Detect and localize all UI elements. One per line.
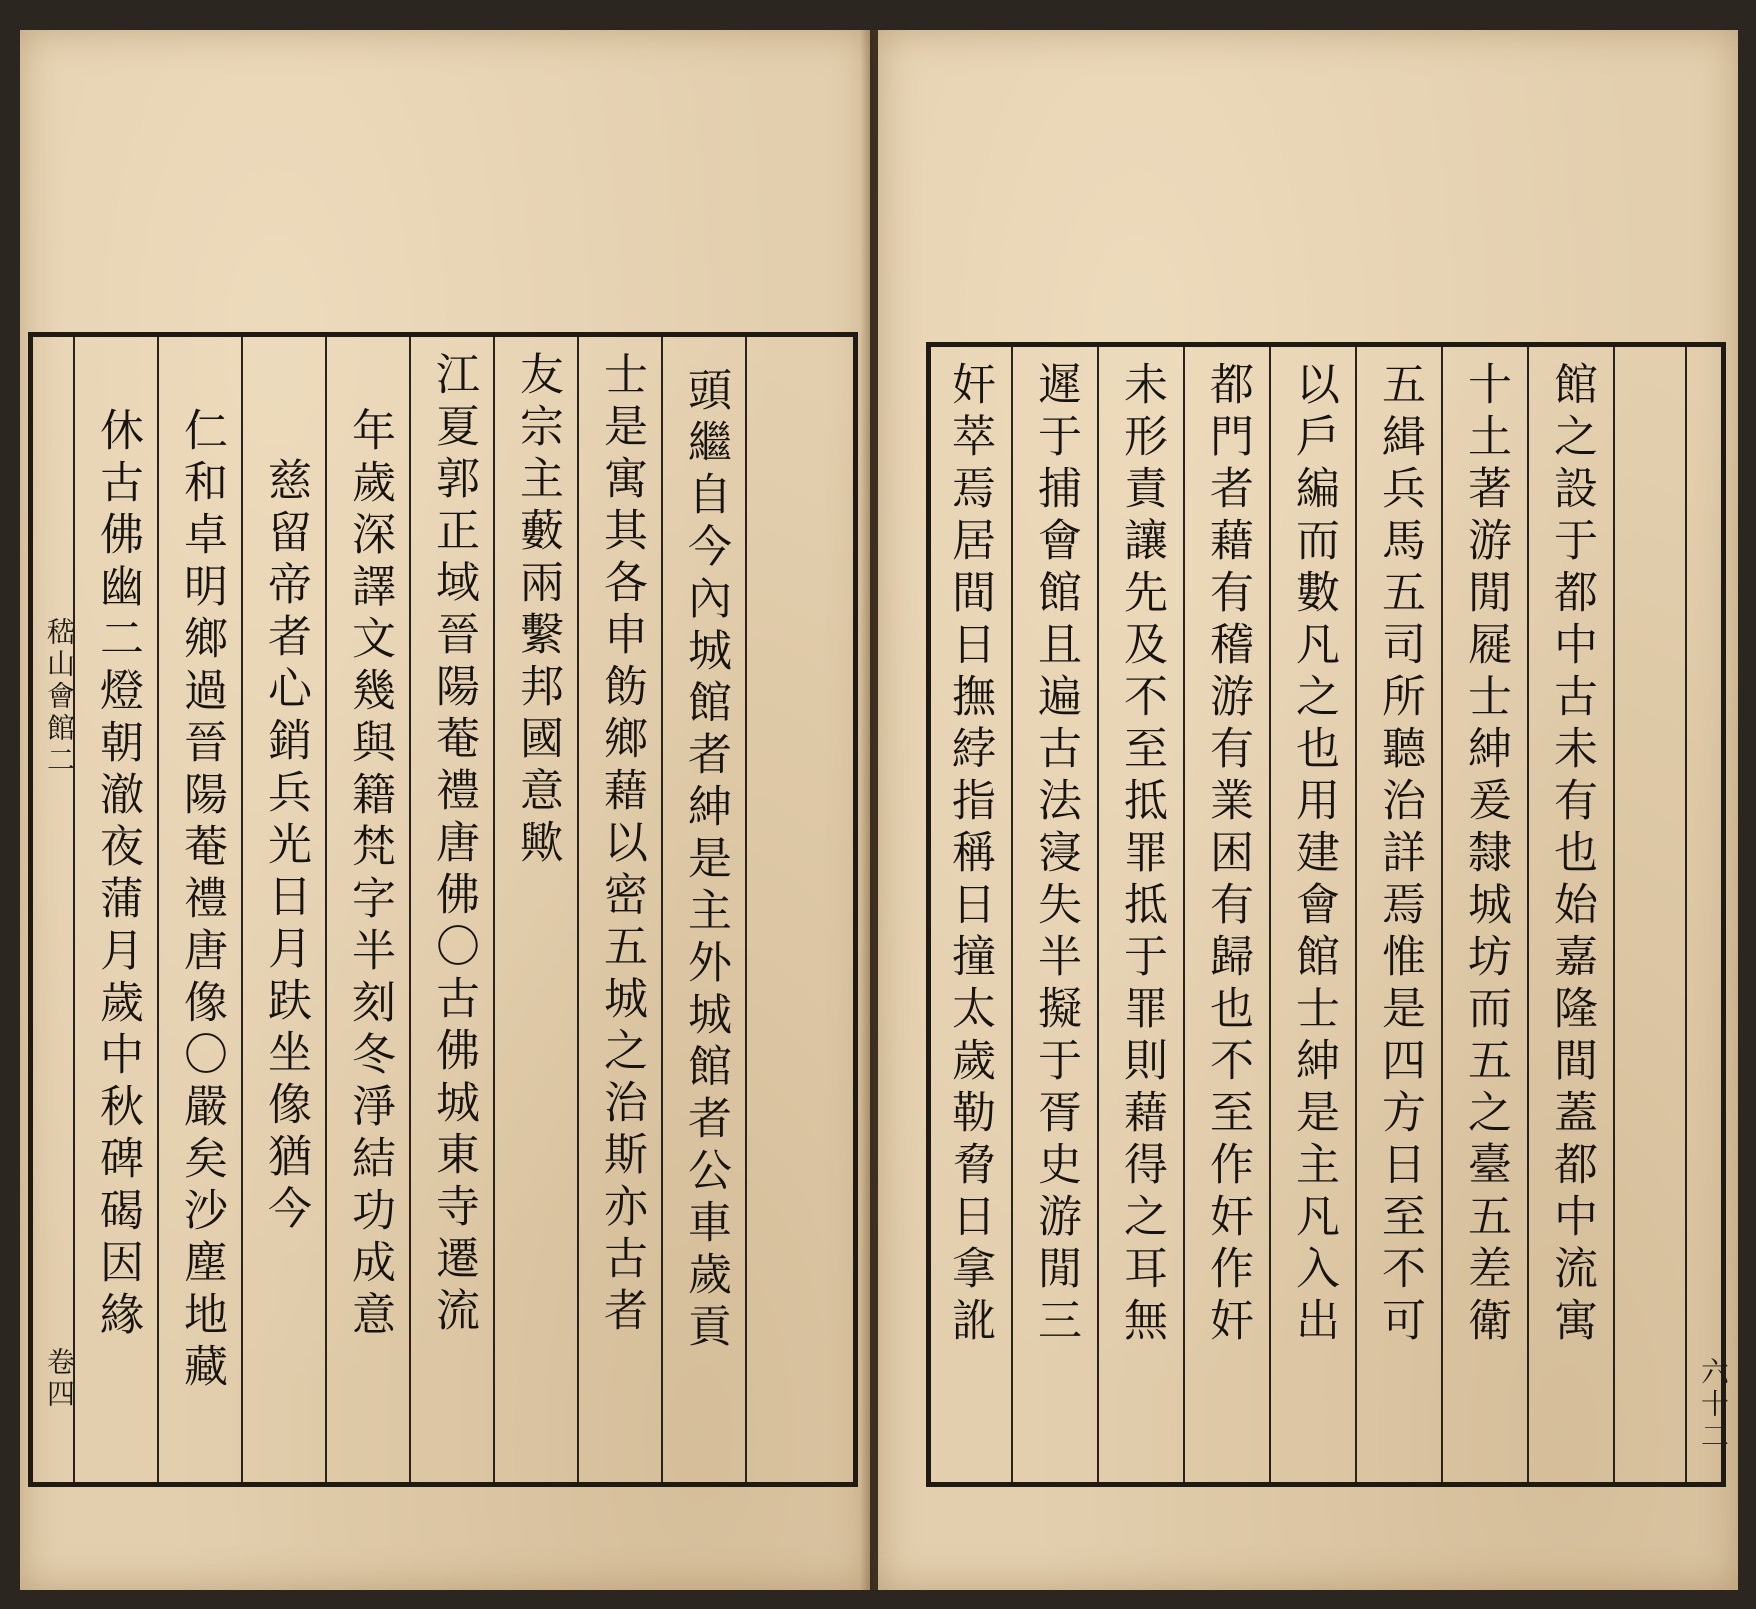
column-rule	[661, 337, 663, 1482]
column-rule	[493, 337, 495, 1482]
margin-title: 嵇山會館二	[43, 617, 76, 777]
column-rule	[325, 337, 327, 1482]
text-column: 十土著游閒屣士紳爰隸城坊而五之臺五差衛	[1460, 361, 1511, 1349]
text-column: 五緝兵馬五司所聽治詳焉惟是四方日至不可	[1374, 361, 1425, 1349]
left-text-frame	[28, 332, 858, 1487]
column-rule	[1097, 347, 1099, 1482]
text-column: 頭繼自今內城館者紳是主外城館者公車歲貢	[680, 367, 731, 1355]
column-rule	[1527, 347, 1529, 1482]
column-rule	[409, 337, 411, 1482]
column-rule	[1269, 347, 1271, 1482]
left-page	[20, 30, 870, 1590]
column-rule	[577, 337, 579, 1482]
text-column: 遲于捕會館且遍古法寖失半擬于胥史游閒三	[1030, 361, 1081, 1349]
text-column: 年歲深譯文幾與籍梵字半刻冬淨結功成意	[344, 407, 395, 1343]
margin-page-number: 六十二	[1697, 1357, 1730, 1453]
column-rule	[157, 337, 159, 1482]
right-text-frame	[926, 342, 1730, 1487]
right-page	[878, 30, 1738, 1590]
column-rule	[745, 337, 747, 1482]
text-column: 都門者藉有稽游有業困有歸也不至作奸作奸	[1202, 361, 1253, 1349]
text-column: 江夏郭正域晉陽菴禮唐佛〇古佛城東寺遷流	[428, 351, 479, 1339]
margin-volume: 卷四	[43, 1347, 76, 1411]
column-rule	[1685, 347, 1687, 1482]
text-column: 慈留帝者心銷兵光日月趺坐像猶今	[260, 457, 311, 1237]
text-column: 仁和卓明鄉過晉陽菴禮唐像〇嚴矣沙塵地藏	[176, 407, 227, 1395]
text-column: 士是寓其各申飭鄉藉以密五城之治斯亦古者	[596, 351, 647, 1339]
column-rule	[1441, 347, 1443, 1482]
column-rule	[1183, 347, 1185, 1482]
column-rule	[73, 337, 75, 1482]
text-column: 館之設于都中古未有也始嘉隆間蓋都中流寓	[1546, 361, 1597, 1349]
column-rule	[241, 337, 243, 1482]
text-column: 奸萃焉居間日撫綍指稱日撞太歲勒脅日拿訛	[944, 361, 995, 1349]
column-rule	[1011, 347, 1013, 1482]
text-column: 休古佛幽二燈朝澈夜蒲月歲中秋碑碣因緣	[92, 407, 143, 1343]
column-rule	[1613, 347, 1615, 1482]
text-column: 未形責讓先及不至抵罪抵于罪則藉得之耳無	[1116, 361, 1167, 1349]
text-column: 友宗主藪兩繫邦國意歟	[512, 351, 563, 871]
column-rule	[1355, 347, 1357, 1482]
text-column: 以戶編而數凡之也用建會館士紳是主凡入出	[1288, 361, 1339, 1349]
